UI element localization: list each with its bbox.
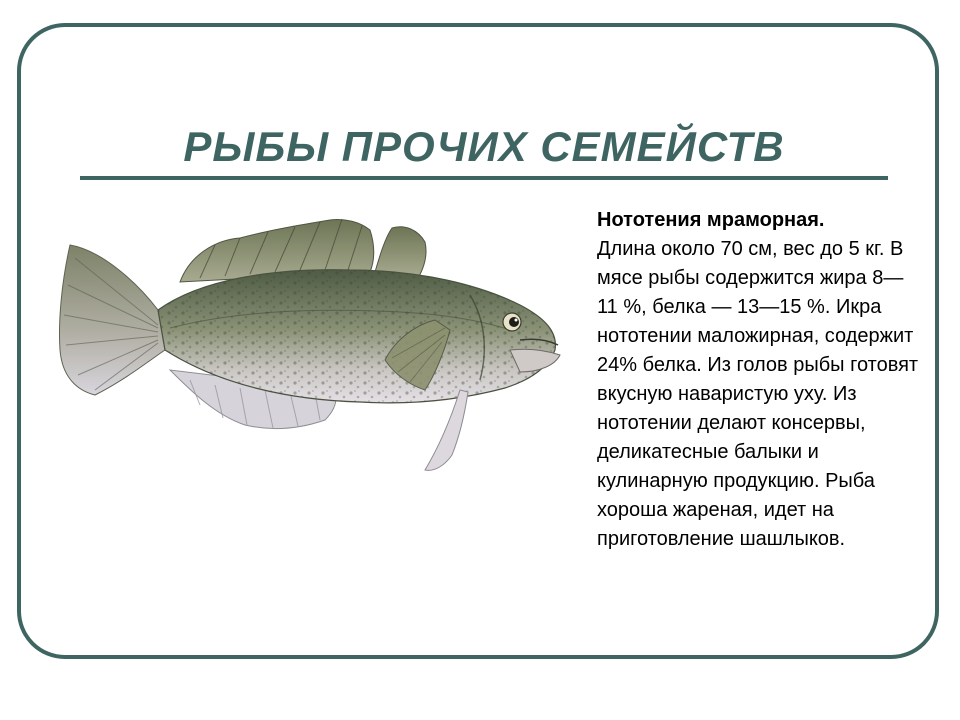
fish-illustration (40, 200, 585, 500)
fish-description (597, 206, 922, 554)
slide-title: РЫБЫ ПРОЧИХ СЕМЕЙСТВ (183, 123, 785, 170)
fish-name-heading: Нототения мраморная. (597, 209, 825, 231)
title-underline (80, 176, 888, 180)
fish-description-text: Длина около 70 см, вес до 5 кг. В мясе рыбы содержится жира 8—11 %, белка — 13—15 %. Икра нототении маложирная, содержит 24% белка. Из голов рыбы готовят вкусную наваристую уху. Из нототении делают консервы, деликатесные балыки и кулинарную продукцию. Рыба хороша жареная, идет на приготовление шашлыков. (597, 238, 919, 550)
